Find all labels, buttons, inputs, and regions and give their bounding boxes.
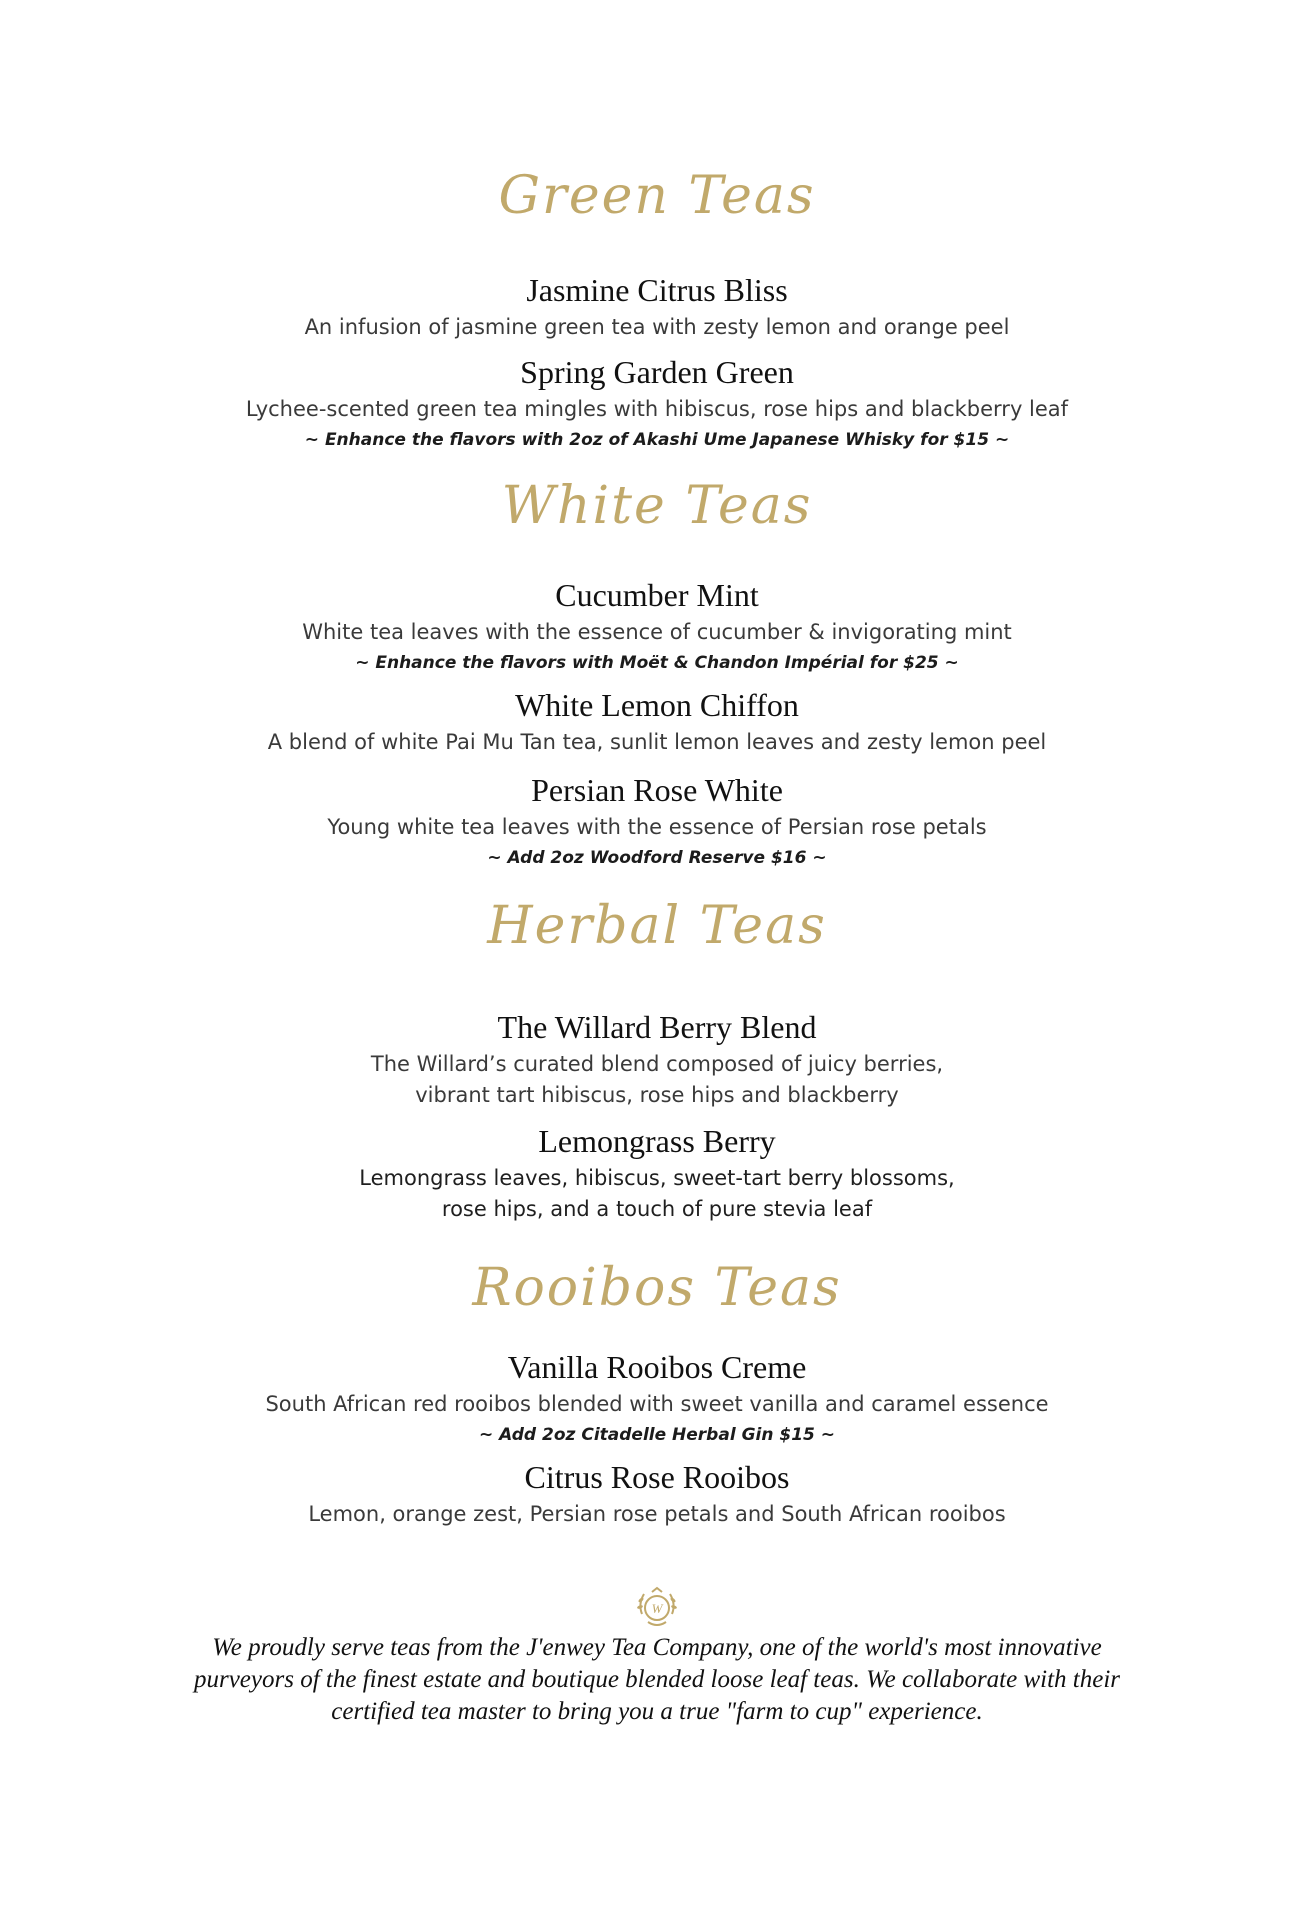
laurel-crest-icon bbox=[634, 1586, 680, 1632]
item-pairing-note: ~ Add 2oz Woodford Reserve $16 ~ bbox=[487, 847, 827, 868]
item-name: Lemongrass Berry bbox=[538, 1123, 776, 1159]
item-pairing-note: ~ Add 2oz Citadelle Herbal Gin $15 ~ bbox=[478, 1424, 836, 1445]
item-description: Lemon, orange zest, Persian rose petals and South African rooibos bbox=[308, 1502, 1006, 1527]
section-title-herbal-teas: Herbal Teas bbox=[487, 896, 827, 956]
item-name: Jasmine Citrus Bliss bbox=[526, 272, 788, 308]
menu-item-jasmine-citrus-bliss bbox=[0, 273, 1314, 343]
item-description: An infusion of jasmine green tea with zesty lemon and orange peel bbox=[304, 315, 1010, 340]
footer-line-2: purveyors of the finest estate and boutique blended loose leaf teas. We collaborate with their bbox=[193, 1666, 1120, 1693]
menu-item-lemongrass-berry bbox=[0, 1124, 1314, 1224]
item-name: Vanilla Rooibos Creme bbox=[507, 1349, 807, 1385]
footer-line-1: We proudly serve teas from the J'enwey Tea Company, one of the world's most innovative bbox=[212, 1634, 1102, 1661]
svg-text:W: W bbox=[651, 1601, 663, 1616]
menu-item-citrus-rose-rooibos bbox=[0, 1460, 1314, 1530]
section-title-green-teas: Green Teas bbox=[498, 166, 816, 226]
item-description: White tea leaves with the essence of cucumber & invigorating mint bbox=[302, 620, 1012, 645]
item-name: Spring Garden Green bbox=[520, 354, 794, 390]
menu-item-vanilla-rooibos-creme bbox=[0, 1350, 1314, 1446]
item-name: White Lemon Chiffon bbox=[515, 687, 799, 723]
item-name: The Willard Berry Blend bbox=[497, 1009, 817, 1045]
item-description-line-1: The Willard’s curated blend composed of juicy berries, bbox=[370, 1052, 944, 1077]
item-description-line-2: vibrant tart hibiscus, rose hips and blackberry bbox=[415, 1082, 899, 1107]
menu-item-persian-rose-white bbox=[0, 773, 1314, 869]
menu-item-spring-garden-green bbox=[0, 355, 1314, 451]
footer-line-3: certified tea master to bring you a true "farm to cup" experience. bbox=[331, 1698, 983, 1725]
item-description-line-1: Lemongrass leaves, hibiscus, sweet-tart berry blossoms, bbox=[359, 1166, 955, 1191]
item-description-line-2: rose hips, and a touch of pure stevia leaf bbox=[441, 1196, 873, 1221]
footer-statement bbox=[0, 1632, 1314, 1728]
item-description: A blend of white Pai Mu Tan tea, sunlit lemon leaves and zesty lemon peel bbox=[267, 730, 1047, 755]
item-description: South African red rooibos blended with sweet vanilla and caramel essence bbox=[265, 1392, 1049, 1417]
item-description: Lychee-scented green tea mingles with hibiscus, rose hips and blackberry leaf bbox=[245, 397, 1069, 422]
item-name: Citrus Rose Rooibos bbox=[524, 1459, 790, 1495]
menu-item-white-lemon-chiffon bbox=[0, 688, 1314, 758]
section-title-white-teas: White Teas bbox=[501, 476, 813, 536]
item-name: Cucumber Mint bbox=[555, 577, 759, 613]
menu-item-willard-berry-blend bbox=[0, 1010, 1314, 1110]
item-pairing-note: ~ Enhance the flavors with 2oz of Akashi Ume Japanese Whisky for $15 ~ bbox=[304, 429, 1010, 450]
item-pairing-note: ~ Enhance the flavors with Moët & Chandon Impérial for $25 ~ bbox=[355, 652, 959, 673]
section-title-rooibos-teas: Rooibos Teas bbox=[472, 1258, 842, 1318]
item-name: Persian Rose White bbox=[531, 772, 783, 808]
item-description: Young white tea leaves with the essence of Persian rose petals bbox=[327, 815, 987, 840]
menu-item-cucumber-mint bbox=[0, 578, 1314, 674]
